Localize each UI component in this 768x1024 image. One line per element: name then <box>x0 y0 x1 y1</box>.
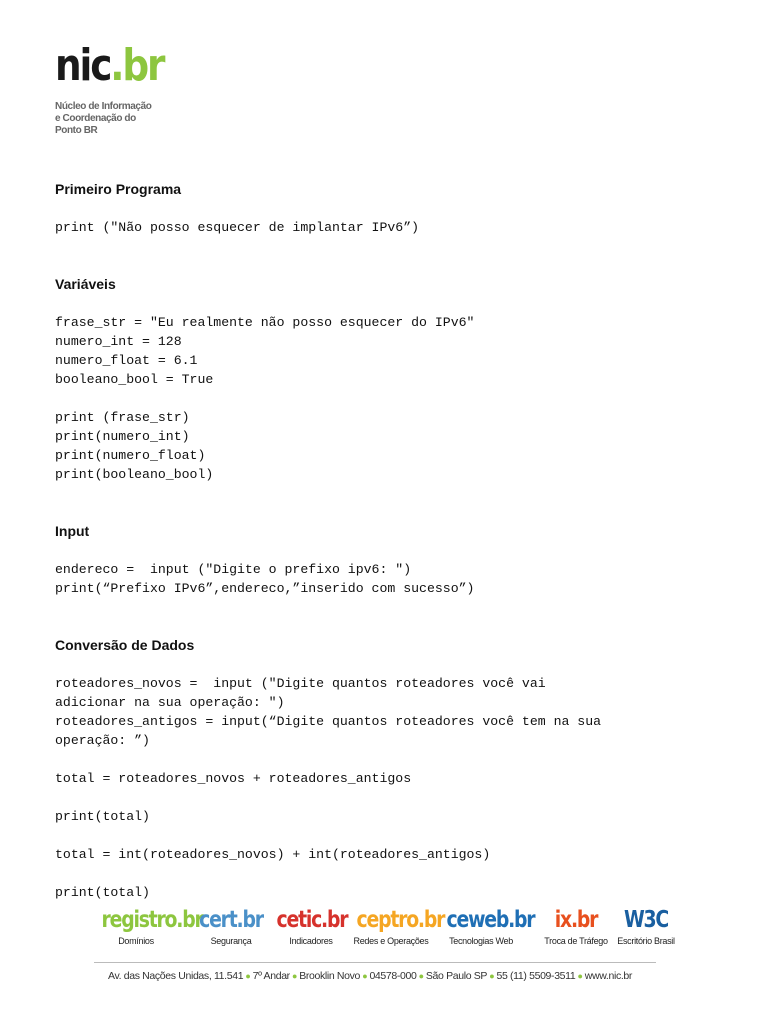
org-name-line-1: Núcleo de Informação <box>55 101 152 112</box>
code-line: frase_str = "Eu realmente não posso esquecer do IPv6" <box>55 315 475 330</box>
code-line: print(total) <box>55 885 150 900</box>
spacer <box>55 826 735 845</box>
org-name-line-3: Ponto BR <box>55 125 98 136</box>
spacer <box>55 864 735 883</box>
code-line: booleano_bool = True <box>55 372 214 387</box>
brand-W3C <box>604 905 688 947</box>
spacer <box>55 598 735 617</box>
code-line: print(booleano_bool) <box>55 467 214 482</box>
code-line: print(total) <box>55 809 150 824</box>
brand-caption: Segurança <box>210 936 252 946</box>
code-line: roteadores_novos = input ("Digite quantos roteadores você vai <box>55 676 546 691</box>
code-line: numero_float = 6.1 <box>55 353 198 368</box>
spacer <box>55 655 735 674</box>
brand-ceptro-br <box>349 905 445 947</box>
brand-logo: ceptro.br <box>356 907 445 933</box>
bullet-separator: ● <box>575 971 585 981</box>
address-part: Brooklin Novo <box>299 970 361 982</box>
brand-caption: Escritório Brasil <box>617 936 675 946</box>
brand-logo: ceweb.br <box>446 907 535 933</box>
section-heading: Input <box>55 523 90 539</box>
section-heading: Primeiro Programa <box>55 181 182 197</box>
code-line: adicionar na sua operação: ") <box>55 695 285 710</box>
address-part: 04578-000 <box>369 970 417 982</box>
footer-address <box>108 970 658 982</box>
bullet-separator: ● <box>487 971 497 981</box>
spacer <box>55 617 735 636</box>
brand-caption: Tecnologias Web <box>449 936 513 946</box>
brand-logo: W3C <box>623 907 669 933</box>
code-line: endereco = input ("Digite o prefixo ipv6: ") <box>55 562 412 577</box>
brand-cert-br <box>189 905 273 947</box>
address-part: 55 (11) 5509-3511 <box>496 970 576 982</box>
address-part: www.nic.br <box>584 970 633 982</box>
brand-caption: Domínios <box>118 936 154 946</box>
address-part: 7º Andar <box>252 970 290 982</box>
spacer <box>55 788 735 807</box>
brand-cetic-br <box>269 905 353 947</box>
spacer <box>55 503 735 522</box>
brand-strip <box>94 905 674 955</box>
brand-logo: ix.br <box>554 907 598 933</box>
code-line: print(“Prefixo IPv6”,endereco,”inserido com sucesso”) <box>55 581 475 596</box>
brand-logo: cetic.br <box>276 907 348 933</box>
brand-ceweb-br <box>439 905 535 947</box>
brand-caption: Indicadores <box>289 936 333 946</box>
brand-logo: cert.br <box>199 907 263 933</box>
address-part: Av. das Nações Unidas, 11.541 <box>108 970 244 982</box>
spacer <box>55 256 735 275</box>
brand-logo: registro.br <box>101 907 203 933</box>
nic-br-logo <box>55 40 182 137</box>
spacer <box>55 199 735 218</box>
spacer <box>55 541 735 560</box>
spacer <box>55 750 735 769</box>
brand-caption: Redes e Operações <box>353 936 429 946</box>
section-heading: Conversão de Dados <box>55 637 195 653</box>
org-name-line-2: e Coordenação do <box>55 113 136 124</box>
code-line: numero_int = 128 <box>55 334 182 349</box>
bullet-separator: ● <box>416 971 426 981</box>
brand-registro-br <box>94 905 203 947</box>
spacer <box>55 389 735 408</box>
address-part: São Paulo SP <box>425 970 488 982</box>
code-line: print (frase_str) <box>55 410 190 425</box>
brand-caption: Troca de Tráfego <box>544 936 608 946</box>
logo-wordmark: nic.br <box>55 40 164 91</box>
spacer <box>55 237 735 256</box>
code-line: total = int(roteadores_novos) + int(roteadores_antigos) <box>55 847 491 862</box>
code-line: operação: ”) <box>55 733 150 748</box>
code-line: total = roteadores_novos + roteadores_antigos <box>55 771 412 786</box>
bullet-separator: ● <box>243 971 253 981</box>
document-body <box>55 180 735 902</box>
org-name <box>55 101 159 137</box>
footer-divider <box>94 962 656 963</box>
bullet-separator: ● <box>360 971 370 981</box>
bullet-separator: ● <box>289 971 300 981</box>
section-heading: Variáveis <box>55 276 116 292</box>
code-line: print ("Não posso esquecer de implantar IPv6”) <box>55 220 420 235</box>
spacer <box>55 294 735 313</box>
code-line: roteadores_antigos = input(“Digite quantos roteadores você tem na sua <box>55 714 602 729</box>
spacer <box>55 484 735 503</box>
code-line: print(numero_int) <box>55 429 190 444</box>
code-line: print(numero_float) <box>55 448 206 463</box>
